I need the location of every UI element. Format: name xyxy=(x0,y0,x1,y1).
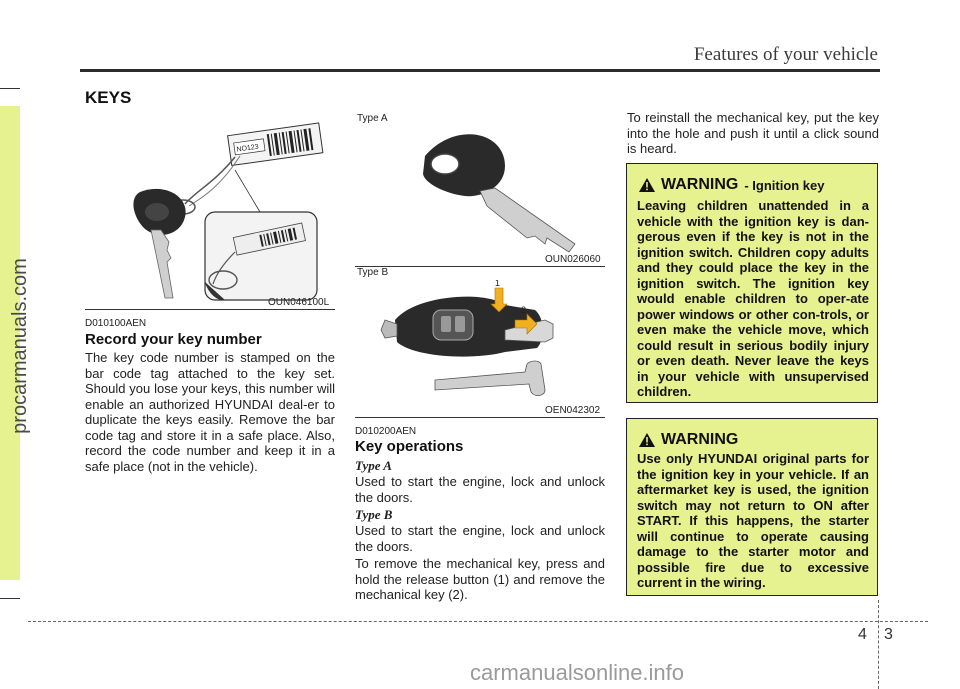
remove-key-paragraph: To remove the mechanical key, press and hold the release button (1) and remove the mechanical key (2). xyxy=(355,556,605,602)
section-title: KEYS xyxy=(85,88,132,107)
type-b-paragraph: Used to start the engine, lock and unlock the doors. xyxy=(355,523,605,554)
type-b-key-illustration xyxy=(355,280,605,405)
warning-icon xyxy=(639,178,655,192)
figure-rule xyxy=(85,309,335,310)
side-watermark: procarmanuals.com xyxy=(9,258,31,434)
section-code: D010200AEN xyxy=(355,426,417,437)
warning-text: Leaving children unattended in a vehicle with the ignition key is dan-gerous even if the key is not in the ignition switch. Children copy adults and they could place the key in the ignition switch. The ignition key would enable children to oper-ate power windows or other con-trols, or even make the vehicle move, which could result in serious bodily injury or even death. Never leave the keys in your vehicle with unsupervised children. xyxy=(637,198,869,399)
warning-title: WARNING xyxy=(661,431,739,448)
warning-icon xyxy=(639,433,655,447)
figure-label: Type B xyxy=(357,267,389,278)
warning-box-original-parts xyxy=(626,418,878,596)
figure-code: OUN046100L xyxy=(268,297,330,308)
type-b-heading: Type B xyxy=(355,507,393,522)
bottom-watermark: carmanualsonline.info xyxy=(470,660,685,685)
figure-code: OEN042302 xyxy=(545,405,601,416)
section-code: D010100AEN xyxy=(85,318,147,329)
warning-subtitle: - Ignition key xyxy=(744,177,825,193)
warning-text: Use only HYUNDAI original parts for the ignition key in your vehicle. If an aftermarket key is used, the ignition switch may not return to ON after START. If this happens, the starter will continue to operate causing damage to the starter motor and possible fire due to excessive current in the wiring. xyxy=(637,451,869,590)
subsection-heading: Record your key number xyxy=(85,331,262,348)
page-number: 3 xyxy=(884,626,893,643)
figure-key-tag xyxy=(85,112,335,308)
figure-type-b-key xyxy=(355,280,605,405)
type-a-heading: Type A xyxy=(355,458,392,473)
callout-1-text: 1 xyxy=(495,280,501,288)
figure-code: OUN026060 xyxy=(545,254,601,265)
key-tag-illustration xyxy=(85,112,335,308)
footer-rule xyxy=(28,621,928,622)
running-header: Features of your vehicle xyxy=(693,44,878,65)
figure-type-a-key xyxy=(355,126,605,266)
warning-title: WARNING xyxy=(661,176,739,193)
side-tick-top xyxy=(0,88,20,89)
warning-box-ignition-key xyxy=(626,163,878,403)
side-tick-bottom xyxy=(0,598,20,599)
type-a-paragraph: Used to start the engine, lock and unlock the doors. xyxy=(355,474,605,505)
callout-2-text: 2 xyxy=(521,305,527,315)
footer-divider xyxy=(878,600,879,689)
subsection-heading: Key operations xyxy=(355,438,464,455)
type-a-key-illustration xyxy=(355,126,605,266)
figure-rule xyxy=(355,266,605,267)
figure-rule xyxy=(355,417,605,418)
chapter-number: 4 xyxy=(858,626,867,643)
tag-number-text: NO123 xyxy=(236,143,260,154)
reinstall-paragraph: To reinstall the mechanical key, put the key into the hole and push it until a click sound is heard. xyxy=(627,110,879,156)
body-paragraph: The key code number is stamped on the bar code tag attached to the key set. Should you lose your keys, this number will enable an authorized HYUNDAI deal-er to duplicate the keys easily. Remove the bar code tag and store it in a safe place. Also, record the code number and keep it in a safe place (not in the vehicle). xyxy=(85,350,335,474)
figure-label: Type A xyxy=(357,113,388,124)
header-rule xyxy=(80,69,880,72)
